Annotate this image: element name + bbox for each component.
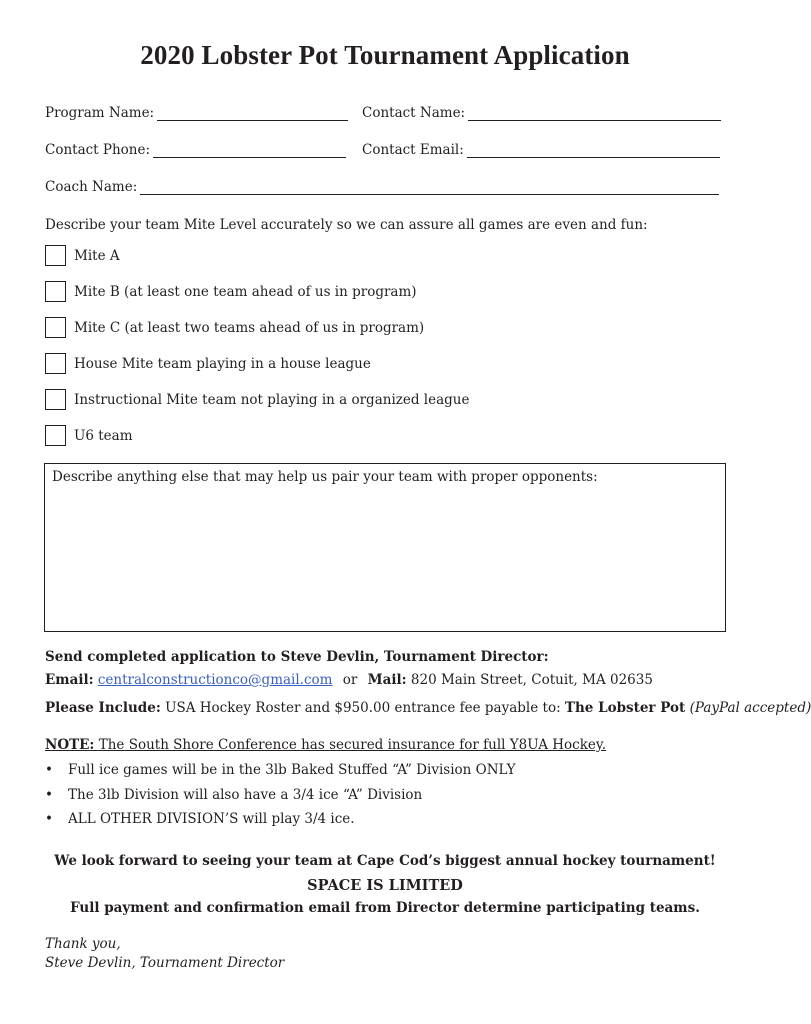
contact-phone-field[interactable] (45, 142, 346, 158)
email-mail-line (45, 672, 653, 688)
bullet-icon: • (45, 762, 53, 778)
option-label: Mite B (at least one team ahead of us in program) (74, 283, 417, 300)
signature-name: Steve Devlin, Tournament Director (45, 955, 285, 971)
contact-email-line[interactable] (467, 145, 720, 158)
coach-name-label: Coach Name: (45, 179, 138, 195)
option-label: House Mite team playing in a house league (74, 355, 371, 372)
checkbox[interactable] (45, 245, 66, 266)
opponents-textarea[interactable] (44, 463, 726, 632)
mail-label: Mail: (367, 672, 407, 688)
option-mite-b[interactable] (45, 281, 417, 302)
payee: The Lobster Pot (564, 700, 686, 716)
bullet-text: Full ice games will be in the 3lb Baked Stuffed “A” Division ONLY (68, 762, 516, 778)
checkbox[interactable] (45, 281, 66, 302)
send-heading: Send completed application to Steve Devlin, Tournament Director: (45, 649, 549, 665)
or-text: or (342, 672, 358, 688)
note-line (45, 737, 606, 753)
bullet-icon: • (45, 811, 53, 827)
contact-name-label: Contact Name: (362, 105, 466, 121)
option-u6[interactable] (45, 425, 133, 446)
bullet-text: ALL OTHER DIVISION’S will play 3/4 ice. (68, 811, 355, 827)
contact-phone-label: Contact Phone: (45, 142, 151, 158)
checkbox[interactable] (45, 389, 66, 410)
mite-level-prompt: Describe your team Mite Level accurately so we can assure all games are even and fun: (45, 217, 648, 233)
paypal-note: (PayPal accepted) (689, 700, 811, 716)
include-line (45, 700, 811, 716)
bullet-text: The 3lb Division will also have a 3/4 ice “A” Division (68, 787, 423, 803)
option-label: Instructional Mite team not playing in a organized league (74, 391, 470, 408)
mail-address: 820 Main Street, Cotuit, MA 02635 (410, 672, 653, 688)
program-name-field[interactable] (45, 105, 348, 121)
contact-phone-line[interactable] (153, 145, 346, 158)
textarea-label: Describe anything else that may help us pair your team with proper opponents: (52, 469, 598, 485)
contact-email-field[interactable] (362, 142, 720, 158)
note-label: NOTE: (45, 737, 95, 753)
program-name-line[interactable] (157, 108, 348, 121)
note-text: The South Shore Conference has secured insurance for full Y8UA Hockey. (98, 737, 607, 753)
list-item (45, 762, 516, 778)
page-title: 2020 Lobster Pot Tournament Application (140, 40, 630, 70)
option-instructional-mite[interactable] (45, 389, 469, 410)
list-item (45, 811, 355, 827)
space-limited: SPACE IS LIMITED (307, 877, 463, 894)
contact-name-field[interactable] (362, 105, 721, 121)
include-label: Please Include: (45, 700, 161, 716)
thank-you: Thank you, (45, 936, 121, 952)
option-house-mite[interactable] (45, 353, 371, 374)
checkbox[interactable] (45, 425, 66, 446)
include-text: USA Hockey Roster and $950.00 entrance fee payable to: (165, 700, 561, 716)
list-item (45, 787, 422, 803)
closing-line-1: We look forward to seeing your team at Cape Cod’s biggest annual hockey tournament! (54, 853, 716, 869)
checkbox[interactable] (45, 317, 66, 338)
contact-name-line[interactable] (468, 108, 721, 121)
contact-email-label: Contact Email: (362, 142, 464, 158)
coach-name-line[interactable] (140, 182, 719, 195)
program-name-label: Program Name: (45, 105, 155, 121)
bullet-icon: • (45, 787, 53, 803)
checkbox[interactable] (45, 353, 66, 374)
option-label: Mite A (74, 247, 120, 264)
option-mite-c[interactable] (45, 317, 424, 338)
coach-name-field[interactable] (45, 179, 719, 195)
email-label: Email: (45, 672, 94, 688)
option-mite-a[interactable] (45, 245, 120, 266)
option-label: U6 team (74, 427, 133, 444)
email-link[interactable]: centralconstructionco@gmail.com (97, 672, 333, 688)
option-label: Mite C (at least two teams ahead of us in program) (74, 319, 425, 336)
closing-line-3: Full payment and confirmation email from Director determine participating teams. (70, 900, 700, 916)
